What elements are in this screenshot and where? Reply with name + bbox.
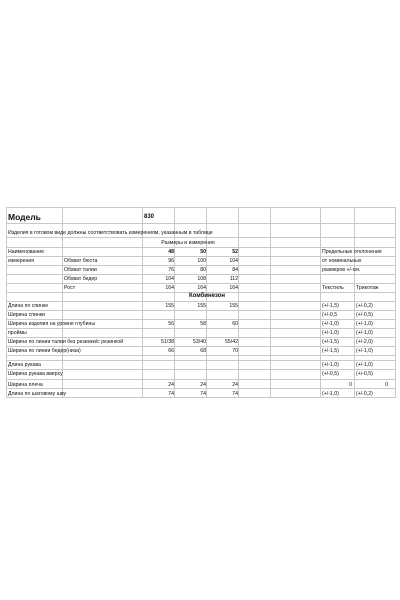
tolerance-textile: (+/-1,0) <box>322 330 339 336</box>
tolerance-textile: (+/-1,0) <box>322 391 339 397</box>
product-cell: 74 <box>232 391 238 397</box>
measurement-spreadsheet <box>6 207 396 408</box>
tolerance-textile: (+/-1,5) <box>322 303 339 309</box>
model-label: Модель <box>8 212 41 222</box>
fabric-label-knit: Трикотаж <box>356 285 379 291</box>
grid-line <box>6 310 396 311</box>
product-row-label: Ширина по линии бедер(низа) <box>8 348 81 354</box>
tolerance-knit: 0 <box>385 382 388 388</box>
grid-line <box>6 223 396 224</box>
product-cell: 74 <box>200 391 206 397</box>
size-header-52: 52 <box>232 249 238 255</box>
body-cell: 164 <box>165 285 174 291</box>
product-cell: 70 <box>232 348 238 354</box>
product-cell: 24 <box>200 382 206 388</box>
body-cell: 96 <box>168 258 174 264</box>
body-cell: 164 <box>229 285 238 291</box>
product-cell: 155 <box>229 303 238 309</box>
body-cell: 164 <box>197 285 206 291</box>
grid-line <box>6 207 396 208</box>
product-cell: 53/40 <box>193 339 206 345</box>
product-row-label: Ширина изделия на уровне глубины <box>8 321 96 327</box>
product-row-label: Длина по шаговому шву <box>8 391 67 397</box>
product-cell: 24 <box>232 382 238 388</box>
size-header-48: 48 <box>168 249 174 255</box>
fabric-label-textile: Текстиль <box>322 285 344 291</box>
tolerance-knit: (+/-2,0) <box>356 339 373 345</box>
body-cell: 104 <box>165 276 174 282</box>
grid-line <box>6 379 396 380</box>
tolerance-textile: (+/-0,5) <box>322 371 339 377</box>
model-number: 830 <box>144 214 155 220</box>
tolerance-header-line-3: размеров +/-см. <box>322 267 361 273</box>
grid-line <box>6 355 396 356</box>
product-cell: 155 <box>197 303 206 309</box>
product-cell: 155 <box>165 303 174 309</box>
tolerance-textile: (+/-1,0) <box>322 321 339 327</box>
tolerance-textile: (+/-1,0) <box>322 362 339 368</box>
product-row-label: Ширина спинки <box>8 312 45 318</box>
product-cell: 51/38 <box>161 339 174 345</box>
name-header-line-1: Наименование <box>8 249 44 255</box>
product-row-label: Ширина рукава вверху <box>8 371 63 377</box>
size-note: Изделия в готовом виде должны соответствовать измерениям, указанным в таблице <box>8 230 213 236</box>
tolerance-header-line-2: от номинальных <box>322 258 362 264</box>
body-cell: 104 <box>229 258 238 264</box>
grid-line <box>6 237 396 238</box>
product-cell: 24 <box>168 382 174 388</box>
product-cell: 58 <box>200 321 206 327</box>
body-row-label: Рост <box>64 285 76 291</box>
size-header-50: 50 <box>200 249 206 255</box>
product-cell: 74 <box>168 391 174 397</box>
body-cell: 80 <box>200 267 206 273</box>
product-cell: 55/42 <box>225 339 238 345</box>
product-cell: 56 <box>168 321 174 327</box>
product-row-label: Длина по спинке <box>8 303 49 309</box>
tolerance-knit: (+/-1,0) <box>356 362 373 368</box>
tolerance-knit: (+/-0,5) <box>356 371 373 377</box>
tolerance-knit: (+/-1,0) <box>356 330 373 336</box>
tolerance-knit: (+/-1,0) <box>356 321 373 327</box>
tolerance-header-line-1: Предельные отклонения <box>322 249 382 255</box>
body-row-label: Обхват талии <box>64 267 97 273</box>
tolerance-textile: 0 <box>349 382 352 388</box>
body-cell: 76 <box>168 267 174 273</box>
tolerance-knit: (+/-1,0) <box>356 348 373 354</box>
product-row-label: Ширина плеча <box>8 382 43 388</box>
tolerance-textile: (+/-1,5) <box>322 348 339 354</box>
product-title: Комбинезон <box>188 293 226 299</box>
product-row-label: Длина рукава <box>8 362 41 368</box>
name-header-line-2: измерения <box>8 258 35 264</box>
product-cell: 68 <box>200 348 206 354</box>
tolerance-knit: (+/-0,2) <box>356 391 373 397</box>
sizes-title: Размеры и измерения <box>161 240 215 246</box>
product-cell: 66 <box>168 348 174 354</box>
body-row-label: Обхват бедер <box>64 276 98 282</box>
body-cell: 112 <box>229 276 238 282</box>
tolerance-textile: (+/-0,5 <box>322 312 338 318</box>
product-row-label: проймы <box>8 330 27 336</box>
tolerance-knit: (+/-0,5) <box>356 312 373 318</box>
body-cell: 100 <box>197 258 206 264</box>
tolerance-knit: (+/-0,2) <box>356 303 373 309</box>
product-cell: 60 <box>232 321 238 327</box>
product-row-label: Ширина по линии талии без резинки/с резинкой <box>8 339 124 345</box>
body-row-label: Обхват бюста <box>64 258 98 264</box>
body-cell: 84 <box>232 267 238 273</box>
body-cell: 108 <box>197 276 206 282</box>
tolerance-textile: (+/-1,5) <box>322 339 339 345</box>
